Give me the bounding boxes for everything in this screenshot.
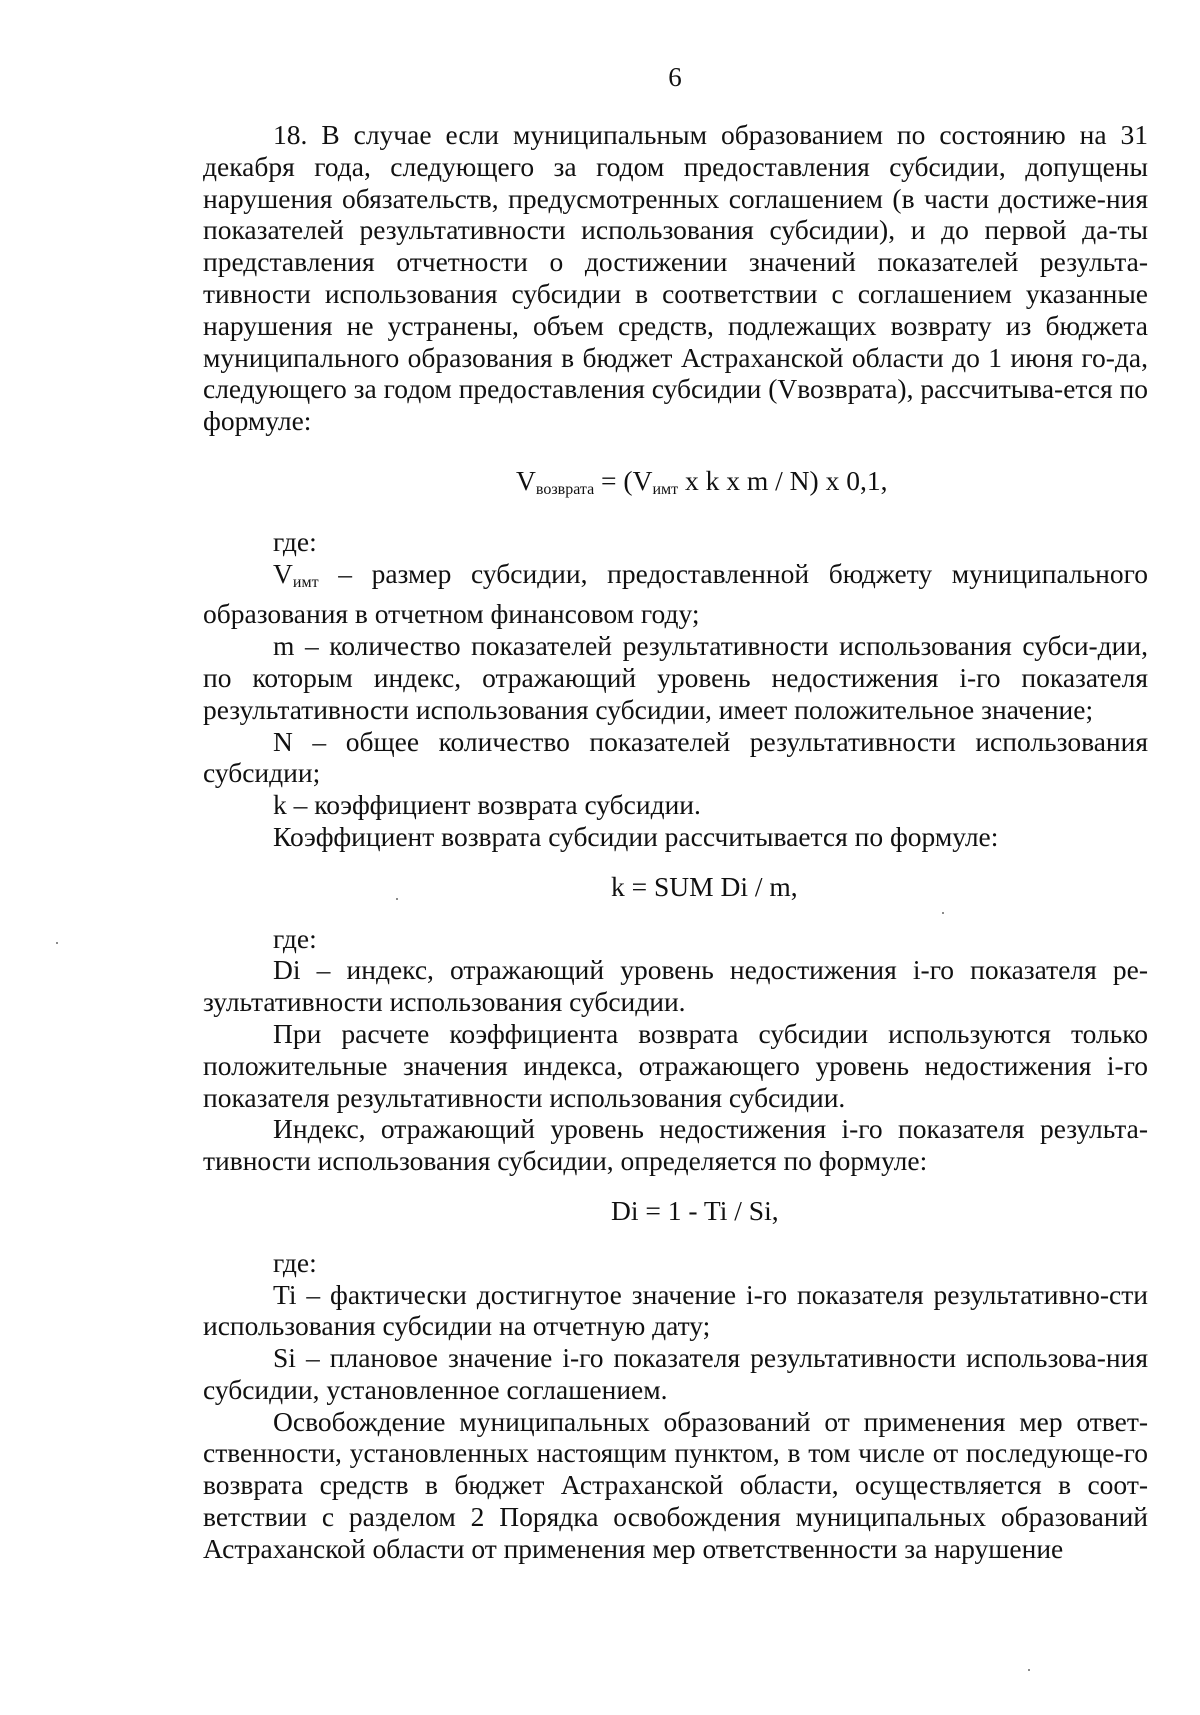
scan-speck — [942, 912, 944, 914]
scan-speck — [56, 942, 58, 944]
page-number: 6 — [668, 62, 682, 92]
definition-k: k – коэффициент возврата субсидии. — [273, 789, 701, 821]
formula-Di: Di = 1 - Ti / Si, — [611, 1194, 779, 1226]
document-body — [203, 119, 1148, 1565]
scan-speck — [1028, 1669, 1030, 1671]
formula-eq-open: = (V — [594, 464, 653, 496]
paragraph-positive-values: При расчете коэффициента возврата субсидии используются только положительные значения индекса, отражающего уровень недостижения i-го показателя результативности использования субсидии. — [203, 1017, 1148, 1113]
scan-speck — [396, 898, 398, 900]
definition-Di: Di – индекс, отражающий уровень недостижения i-го показателя ре-зультативности использования субсидии. — [203, 954, 1148, 1018]
formula-lhs-subscript: возврата — [535, 480, 595, 498]
paragraph-18: 18. В случае если муниципальным образованием по состоянию на 31 декабря года, следующего за годом предоставления субсидии, допущены нарушения обязательств, предусмотренных соглашением (в части достиже-ния показателей результативности использования субсидии), и до первой да-ты представления отчетности о достижении значений показателей результа-тивности использования субсидии в соответствии с соглашением указанные нарушения не устранены, объем средств, подлежащих возврату из бюджета муниципального образования в бюджет Астраханской области до 1 июня го-да, следующего за годом предоставления субсидии (Vвозврата), рассчитыва-ется по формуле: — [203, 119, 1148, 437]
formula-rest: x k x m / N) x 0,1, — [678, 464, 888, 496]
definition-vimt-subscript: имт — [292, 573, 319, 591]
formula-refund-volume — [203, 465, 1148, 506]
formula-lhs-var: V — [516, 464, 536, 496]
definition-vimt-text: – размер субсидии, предоставленной бюджету муниципального образования в отчетном финансовом году; — [203, 557, 1148, 630]
definition-vimt — [203, 558, 1148, 631]
where-label-1: где: — [273, 525, 317, 557]
definition-N: N – общее количество показателей результативности использования субсидии; — [203, 725, 1148, 789]
where-label-2: где: — [273, 922, 317, 954]
definition-m: m – количество показателей результативности использования субси-дии, по которым индекс, отражающий уровень недостижения i-го показателя результативности использования субсидии, имеет положительное значение; — [203, 630, 1148, 725]
definition-vimt-var: V — [273, 557, 293, 589]
paragraph-release: Освобождение муниципальных образований от применения мер ответ-ственности, установленных настоящим пунктом, в том числе от последующе-го возврата средств в бюджет Астраханской области, осуществляется в соот-ветствии с разделом 2 Порядка освобождения муниципальных образований Астраханской области от применения мер ответственности за нарушение — [203, 1405, 1148, 1564]
formula-rhs-subscript: имт — [652, 480, 679, 498]
definition-Si: Si – плановое значение i-го показателя результативности использова-ния субсидии, установленное соглашением. — [203, 1342, 1148, 1405]
k-formula-intro: Коэффициент возврата субсидии рассчитывается по формуле: — [273, 820, 999, 852]
definition-Ti: Ti – фактически достигнутое значение i-го показателя результативно-сти использования субсидии на отчетную дату; — [203, 1278, 1148, 1342]
paragraph-index-formula-intro: Индекс, отражающий уровень недостижения i-го показателя результа-тивности использования субсидии, определяется по формуле: — [203, 1113, 1148, 1177]
where-label-3: где: — [273, 1246, 317, 1278]
formula-k: k = SUM Di / m, — [611, 870, 798, 902]
